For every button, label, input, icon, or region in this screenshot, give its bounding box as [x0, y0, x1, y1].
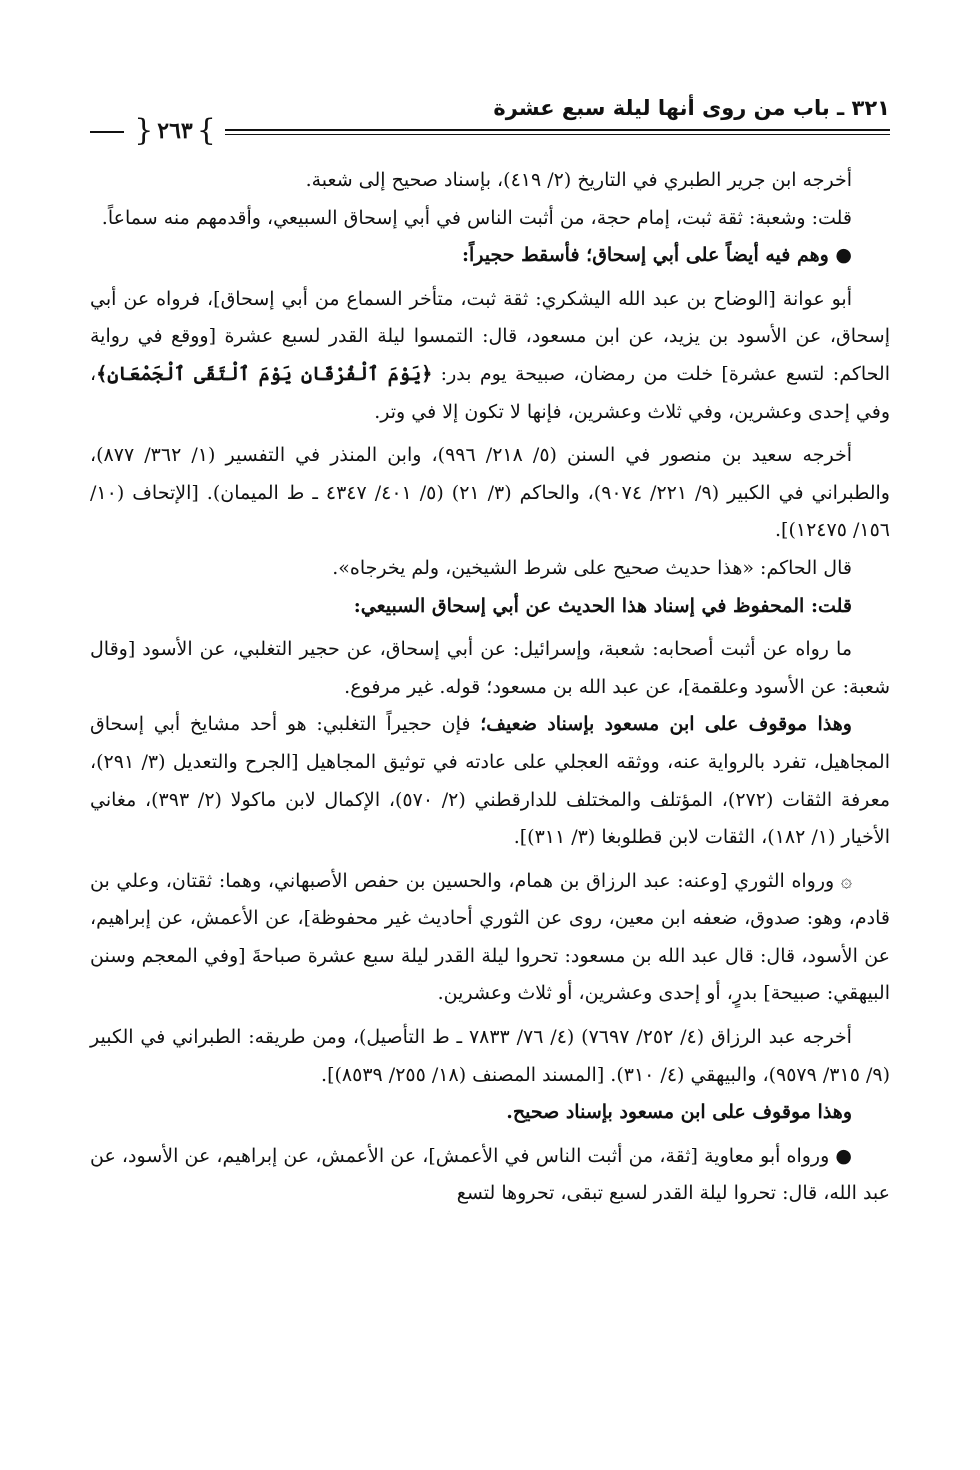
quran-verse: ﴿يَوْمَ ٱلْفُرْقَانِ يَوْمَ ٱلْتَقَى ٱلْجَمْعَانِ﴾ — [96, 362, 433, 385]
paragraph — [90, 706, 890, 856]
paragraph: قلت: وشعبة: ثقة ثبت، إمام حجة، من أثبت الناس في أبي إسحاق السبيعي، وأقدمهم منه سماعاً. — [101, 206, 852, 229]
paragraph: أخرجه سعيد بن منصور في السنن (٥/ ٢١٨/ ٩٩٦)، وابن المنذر في التفسير (١/ ٣٦٢/ ٨٧٧)، والطبراني في الكبير (٩/ ٢٢١/ ٩٠٧٤)، والحاكم (٣/ ٢١) (٥/ ٤٠١/ ٤٣٤٧ ـ ط الميمان). [الإتحاف (١٠/ ١٥٦/ ١٢٤٧٥)]. — [90, 444, 890, 542]
header-rule-left — [90, 131, 124, 133]
header-rule — [225, 129, 890, 131]
paragraph: ۞ ورواه الثوري [وعنه: عبد الرزاق بن همام، والحسين بن حفص الأصبهاني، وهما: ثقتان، وعلي بن قادم، وهو: صدوق، ضعفه ابن معين، روى عن الثوري أحاديث غير محفوظة]، عن الأعمش، عن إبراهيم، عن الأسود، قال: قال عبد الله بن مسعود: تحروا ليلة القدر ليلة سبع عشرة صباحةَ [وفي المعجم وسنن البيهقي: صبيحة] بدرٍ، أو إحدى وعشرين، أو ثلاث وعشرين. — [90, 869, 890, 1005]
text-run: فإن حجيراً التغلبي: هو أحد مشايخ أبي إسحاق المجاهيل، تفرد بالرواية عنه، ووثقه العجلي على عادته في توثيق المجاهيل [الجرح والتعديل (٣/ ٢٩١)، معرفة الثقات (٢٧٢)، المؤتلف والمختلف للدارقطني (٢/ ٥٧٠)، الإكمال لابن ماكولا (٢/ ٣٩٣)، مغاني الأخيار (١/ ١٨٢)، الثقات لابن قطلوبغا (٣/ ٣١١)]. — [90, 713, 890, 849]
chapter-title: ٣٢١ ـ باب من روى أنها ليلة سبع عشرة — [493, 96, 890, 120]
paragraph — [90, 281, 890, 431]
header-rule-thin — [225, 134, 890, 135]
paragraph: ما رواه عن أثبت أصحابه: شعبة، وإسرائيل: عن أبي إسحاق، عن حجير التغلبي، عن الأسود [وقال شعبة: عن الأسود وعلقمة]، عن عبد الله بن مسعود؛ قوله. غير مرفوع. — [90, 638, 890, 698]
ornament-bracket-icon: { — [134, 113, 154, 148]
paragraph: أخرجه ابن جرير الطبري في التاريخ (٢/ ٤١٩)، بإسناد صحيح إلى شعبة. — [305, 169, 852, 191]
paragraph: أخرجه عبد الرزاق (٤/ ٢٥٢/ ٧٦٩٧) (٤/ ٧٦/ ٧٨٣٣ ـ ط التأصيل)، ومن طريقه: الطبراني في الكبير (٩/ ٣١٥/ ٩٥٧٩)، والبيهقي (٤/ ٣١٠). [المسند المصنف (١٨/ ٢٥٥/ ٨٥٣٩)]. — [90, 1026, 890, 1086]
paragraph — [90, 588, 890, 626]
ornament-bracket-icon: } — [196, 113, 216, 148]
bold-heading: وهذا موقوف على ابن مسعود بإسناد صحيح. — [506, 1101, 852, 1124]
paragraph — [90, 237, 890, 275]
page-number — [132, 113, 218, 149]
paragraph — [90, 1094, 890, 1132]
page-body — [90, 162, 890, 1213]
page-header — [90, 88, 890, 152]
bold-text: وهذا موقوف على ابن مسعود بإسناد ضعيف؛ — [480, 713, 852, 736]
text-run: أبو عوانة [الوضاح بن عبد الله اليشكري: ثقة ثبت، متأخر السماع من أبي إسحاق]، فرواه عن أبي إسحاق، عن الأسود بن يزيد، عن ابن مسعود، قال: التمسوا ليلة القدر لسبع عشرة [ووقع في رواية الحاكم: لتسع عشرة] خلت من رمضان، صبيحة يوم بدر: — [90, 287, 891, 385]
paragraph: قال الحاكم: «هذا حديث صحيح على شرط الشيخين، ولم يخرجاه». — [332, 556, 852, 579]
page-number-value: ٢٦٣ — [157, 118, 193, 144]
text-run: ، وفي إحدى وعشرين، وفي ثلاث وعشرين، فإنها لا تكون إلا في وتر. — [90, 362, 890, 423]
bold-heading: ● وهم فيه أيضاً على أبي إسحاق؛ فأسقط حجيراً: — [461, 244, 852, 267]
paragraph: ● ورواه أبو معاوية [ثقة، من أثبت الناس في الأعمش]، عن الأعمش، عن إبراهيم، عن الأسود، عن عبد الله، قال: تحروا ليلة القدر لسبع تبقى، تحروها لتسع — [90, 1144, 890, 1205]
bold-heading: قلت: المحفوظ في إسناد هذا الحديث عن أبي إسحاق السبيعي: — [353, 594, 852, 617]
